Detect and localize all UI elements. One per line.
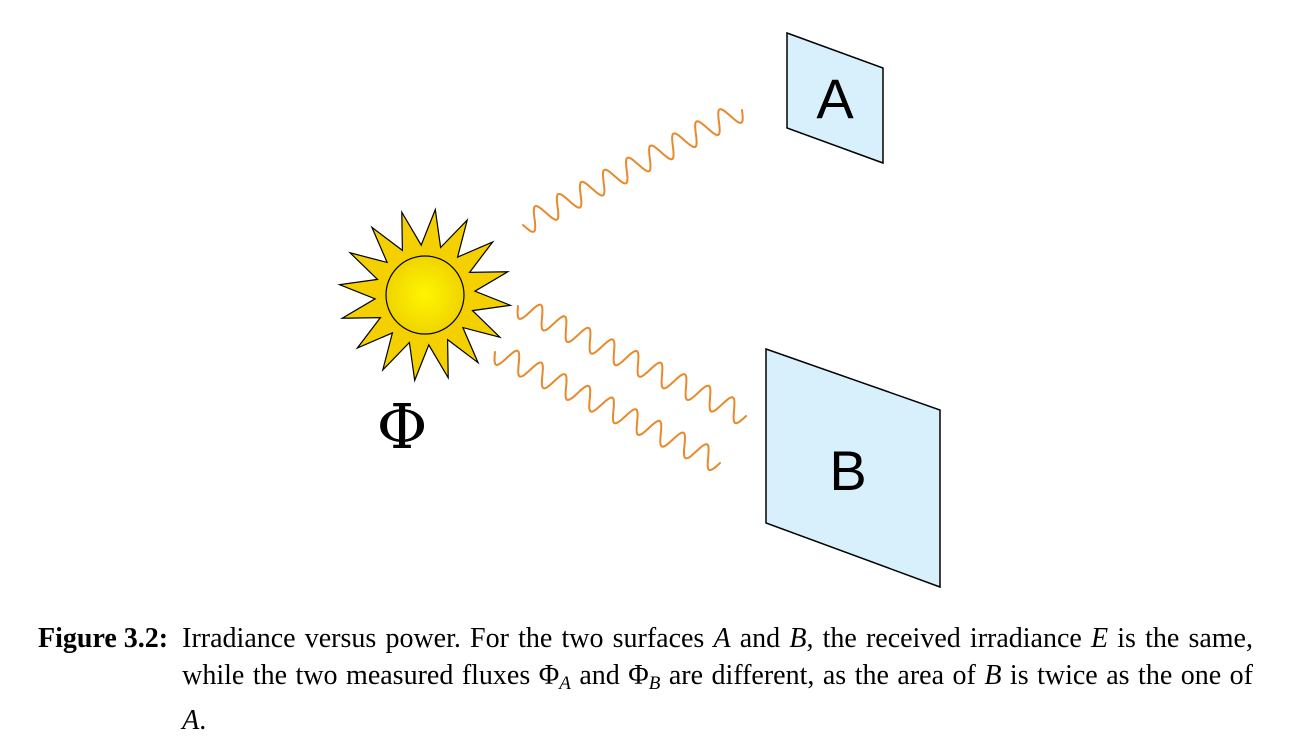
- sun-icon: [340, 210, 511, 381]
- surface-b-label: B: [829, 439, 867, 502]
- light-wave-to-b-upper: [518, 305, 746, 424]
- caption-text: Irradiance versus power. For the two surfaces A and B, the received irradiance E is the same, while the two measured fluxes $\Phi_A$ and $\Phi_B$ are different, as the area of B is twice as the one of A.: [182, 623, 1254, 736]
- flux-symbol: Φ: [376, 390, 428, 463]
- surface-a-label: A: [816, 67, 854, 130]
- figure-caption: [38, 620, 1253, 739]
- light-wave-to-a: [523, 109, 743, 232]
- light-wave-to-b-lower: [495, 351, 721, 470]
- sun-core: [386, 256, 464, 334]
- caption-label: Figure 3.2:: [38, 623, 169, 654]
- surface-b: [766, 349, 940, 587]
- surface-a: [787, 33, 883, 163]
